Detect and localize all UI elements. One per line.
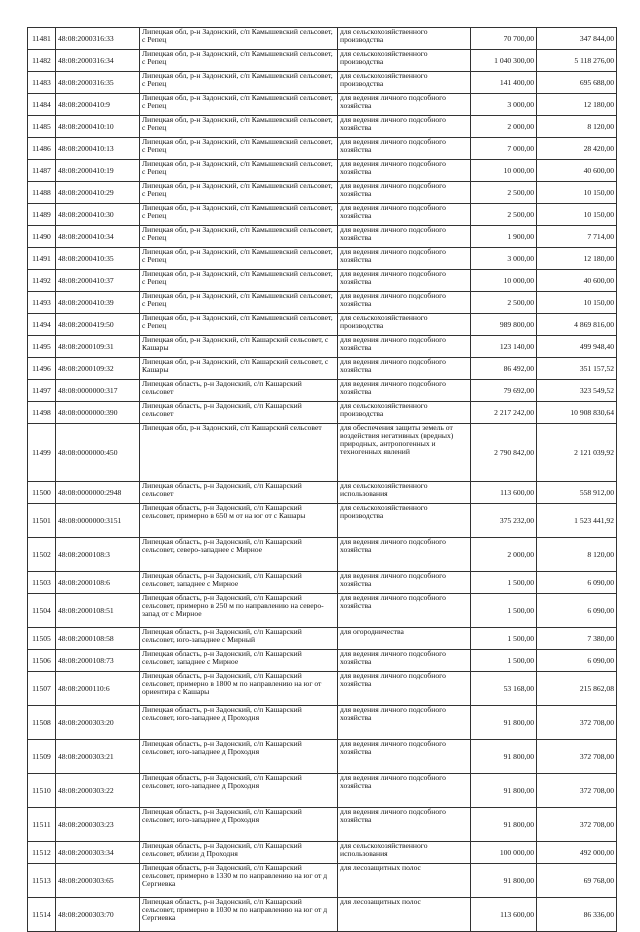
area-cell: 1 500,00 (471, 572, 537, 594)
cadastral-number-cell: 48:08:2000410:39 (56, 292, 140, 314)
cadastral-value-cell: 10 908 830,64 (537, 402, 617, 424)
row-number-cell: 11512 (28, 842, 56, 864)
cadastral-number-cell: 48:08:2000316:35 (56, 72, 140, 94)
area-cell: 113 600,00 (471, 482, 537, 504)
location-cell: Липецкая обл, р-н Задонский, с/п Кашарский сельсовет, с Кашары (140, 358, 338, 380)
table-row (28, 842, 617, 864)
row-number-cell: 11511 (28, 808, 56, 842)
row-number-cell: 11498 (28, 402, 56, 424)
area-cell: 91 800,00 (471, 706, 537, 740)
table-row (28, 270, 617, 292)
location-cell: Липецкая обл, р-н Задонский, с/п Камышевский сельсовет, с Репец (140, 28, 338, 50)
row-number-cell: 11497 (28, 380, 56, 402)
cadastral-value-cell: 86 336,00 (537, 898, 617, 932)
cadastral-value-cell: 499 948,40 (537, 336, 617, 358)
cadastral-value-cell: 8 120,00 (537, 116, 617, 138)
location-cell: Липецкая обл, р-н Задонский, с/п Камышевский сельсовет, с Репец (140, 138, 338, 160)
cadastral-value-cell: 1 523 441,92 (537, 504, 617, 538)
permitted-use-cell: для ведения личного подсобного хозяйства (338, 160, 471, 182)
permitted-use-cell: для сельскохозяйственного производства (338, 50, 471, 72)
location-cell: Липецкая обл, р-н Задонский, с/п Камышевский сельсовет, с Репец (140, 204, 338, 226)
table-row (28, 538, 617, 572)
row-number-cell: 11509 (28, 740, 56, 774)
cadastral-number-cell: 48:08:2000303:70 (56, 898, 140, 932)
table-row (28, 314, 617, 336)
cadastral-value-cell: 6 090,00 (537, 572, 617, 594)
permitted-use-cell: для сельскохозяйственного использования (338, 842, 471, 864)
area-cell: 100 000,00 (471, 842, 537, 864)
cadastral-number-cell: 48:08:2000108:3 (56, 538, 140, 572)
location-cell: Липецкая область, р-н Задонский, с/п Кашарский сельсовет (140, 380, 338, 402)
permitted-use-cell: для сельскохозяйственного производства (338, 504, 471, 538)
cadastral-number-cell: 48:08:0000000:317 (56, 380, 140, 402)
cadastral-value-cell: 372 708,00 (537, 774, 617, 808)
permitted-use-cell: для сельскохозяйственного использования (338, 482, 471, 504)
cadastral-number-cell: 48:08:2000109:31 (56, 336, 140, 358)
location-cell: Липецкая обл, р-н Задонский, с/п Камышевский сельсовет, с Репец (140, 50, 338, 72)
permitted-use-cell: для огородничества (338, 628, 471, 650)
row-number-cell: 11513 (28, 864, 56, 898)
permitted-use-cell: для ведения личного подсобного хозяйства (338, 774, 471, 808)
location-cell: Липецкая обл, р-н Задонский, с/п Камышевский сельсовет, с Репец (140, 116, 338, 138)
permitted-use-cell: для ведения личного подсобного хозяйства (338, 204, 471, 226)
location-cell: Липецкая область, р-н Задонский, с/п Кашарский сельсовет, западнее с Мирное (140, 572, 338, 594)
table-row (28, 336, 617, 358)
table-row (28, 248, 617, 270)
location-cell: Липецкая обл, р-н Задонский, с/п Камышевский сельсовет, с Репец (140, 292, 338, 314)
permitted-use-cell: для обеспечения защиты земель от воздействия негативных (вредных) природных, антропогенных и техногенных явлений (338, 424, 471, 482)
table-row (28, 650, 617, 672)
cadastral-number-cell: 48:08:2000303:21 (56, 740, 140, 774)
row-number-cell: 11508 (28, 706, 56, 740)
cadastral-number-cell: 48:08:2000410:9 (56, 94, 140, 116)
row-number-cell: 11482 (28, 50, 56, 72)
table-row (28, 358, 617, 380)
permitted-use-cell: для ведения личного подсобного хозяйства (338, 706, 471, 740)
table-row (28, 402, 617, 424)
cadastral-value-cell: 28 420,00 (537, 138, 617, 160)
row-number-cell: 11487 (28, 160, 56, 182)
cadastral-number-cell: 48:08:2000410:37 (56, 270, 140, 292)
table-row (28, 594, 617, 628)
area-cell: 2 217 242,00 (471, 402, 537, 424)
cadastral-number-cell: 48:08:2000303:65 (56, 864, 140, 898)
area-cell: 2 790 842,00 (471, 424, 537, 482)
location-cell: Липецкая обл, р-н Задонский, с/п Кашарский сельсовет, с Кашары (140, 336, 338, 358)
cadastral-number-cell: 48:08:2000316:33 (56, 28, 140, 50)
cadastral-value-cell: 215 862,08 (537, 672, 617, 706)
permitted-use-cell: для ведения личного подсобного хозяйства (338, 270, 471, 292)
row-number-cell: 11483 (28, 72, 56, 94)
document-page (27, 27, 616, 932)
area-cell: 1 500,00 (471, 650, 537, 672)
area-cell: 375 232,00 (471, 504, 537, 538)
area-cell: 10 000,00 (471, 270, 537, 292)
location-cell: Липецкая обл, р-н Задонский, с/п Кашарский сельсовет (140, 424, 338, 482)
cadastral-number-cell: 48:08:2000109:32 (56, 358, 140, 380)
area-cell: 91 800,00 (471, 808, 537, 842)
cadastral-number-cell: 48:08:2000410:34 (56, 226, 140, 248)
cadastral-value-cell: 492 000,00 (537, 842, 617, 864)
table-row (28, 94, 617, 116)
area-cell: 10 000,00 (471, 160, 537, 182)
area-cell: 141 400,00 (471, 72, 537, 94)
cadastral-value-cell: 10 150,00 (537, 292, 617, 314)
row-number-cell: 11492 (28, 270, 56, 292)
permitted-use-cell: для сельскохозяйственного производства (338, 28, 471, 50)
cadastral-value-cell: 558 912,00 (537, 482, 617, 504)
permitted-use-cell: для ведения личного подсобного хозяйства (338, 650, 471, 672)
cadastral-number-cell: 48:08:2000303:34 (56, 842, 140, 864)
row-number-cell: 11501 (28, 504, 56, 538)
location-cell: Липецкая обл, р-н Задонский, с/п Камышевский сельсовет, с Репец (140, 94, 338, 116)
table-row (28, 774, 617, 808)
cadastral-value-cell: 40 600,00 (537, 270, 617, 292)
cadastral-number-cell: 48:08:0000000:450 (56, 424, 140, 482)
row-number-cell: 11488 (28, 182, 56, 204)
table-row (28, 72, 617, 94)
permitted-use-cell: для ведения личного подсобного хозяйства (338, 138, 471, 160)
cadastral-value-cell: 7 714,00 (537, 226, 617, 248)
permitted-use-cell: для ведения личного подсобного хозяйства (338, 94, 471, 116)
table-row (28, 138, 617, 160)
permitted-use-cell: для сельскохозяйственного производства (338, 402, 471, 424)
cadastral-value-cell: 8 120,00 (537, 538, 617, 572)
table-row (28, 672, 617, 706)
cadastral-number-cell: 48:08:0000000:3151 (56, 504, 140, 538)
area-cell: 2 500,00 (471, 182, 537, 204)
table-row (28, 160, 617, 182)
row-number-cell: 11493 (28, 292, 56, 314)
location-cell: Липецкая область, р-н Задонский, с/п Кашарский сельсовет, северо-западнее с Мирное (140, 538, 338, 572)
location-cell: Липецкая область, р-н Задонский, с/п Кашарский сельсовет (140, 402, 338, 424)
cadastral-value-cell: 12 180,00 (537, 94, 617, 116)
permitted-use-cell: для ведения личного подсобного хозяйства (338, 226, 471, 248)
table-row (28, 204, 617, 226)
row-number-cell: 11490 (28, 226, 56, 248)
cadastral-value-cell: 7 380,00 (537, 628, 617, 650)
permitted-use-cell: для ведения личного подсобного хозяйства (338, 572, 471, 594)
row-number-cell: 11503 (28, 572, 56, 594)
table-row (28, 292, 617, 314)
cadastral-number-cell: 48:08:2000410:29 (56, 182, 140, 204)
cadastral-value-cell: 10 150,00 (537, 204, 617, 226)
area-cell: 70 700,00 (471, 28, 537, 50)
table-row (28, 182, 617, 204)
area-cell: 91 800,00 (471, 864, 537, 898)
table-body (28, 28, 617, 932)
permitted-use-cell: для ведения личного подсобного хозяйства (338, 380, 471, 402)
table-row (28, 116, 617, 138)
location-cell: Липецкая обл, р-н Задонский, с/п Камышевский сельсовет, с Репец (140, 226, 338, 248)
location-cell: Липецкая область, р-н Задонский, с/п Кашарский сельсовет, примерно в 250 м по направлению на северо-запад от с Мирное (140, 594, 338, 628)
table-row (28, 50, 617, 72)
table-row (28, 380, 617, 402)
table-row (28, 628, 617, 650)
area-cell: 91 800,00 (471, 740, 537, 774)
row-number-cell: 11505 (28, 628, 56, 650)
cadastral-value-cell: 351 157,52 (537, 358, 617, 380)
row-number-cell: 11496 (28, 358, 56, 380)
location-cell: Липецкая область, р-н Задонский, с/п Кашарский сельсовет, западнее с Мирное (140, 650, 338, 672)
cadastral-value-cell: 12 180,00 (537, 248, 617, 270)
cadastral-number-cell: 48:08:2000303:23 (56, 808, 140, 842)
area-cell: 123 140,00 (471, 336, 537, 358)
cadastral-number-cell: 48:08:2000410:19 (56, 160, 140, 182)
cadastral-value-cell: 347 844,00 (537, 28, 617, 50)
cadastral-value-cell: 4 869 816,00 (537, 314, 617, 336)
row-number-cell: 11499 (28, 424, 56, 482)
permitted-use-cell: для ведения личного подсобного хозяйства (338, 336, 471, 358)
row-number-cell: 11494 (28, 314, 56, 336)
table-row (28, 226, 617, 248)
location-cell: Липецкая обл, р-н Задонский, с/п Камышевский сельсовет, с Репец (140, 182, 338, 204)
row-number-cell: 11481 (28, 28, 56, 50)
table-row (28, 706, 617, 740)
location-cell: Липецкая область, р-н Задонский, с/п Кашарский сельсовет, примерно в 1030 м по направлению на юг от д Сергиевка (140, 898, 338, 932)
table-row (28, 504, 617, 538)
row-number-cell: 11484 (28, 94, 56, 116)
location-cell: Липецкая область, р-н Задонский, с/п Кашарский сельсовет, примерно в 1330 м по направлению на юг от д Сергиевка (140, 864, 338, 898)
area-cell: 1 500,00 (471, 594, 537, 628)
table-row (28, 808, 617, 842)
cadastral-number-cell: 48:08:0000000:390 (56, 402, 140, 424)
table-row (28, 740, 617, 774)
cadastral-number-cell: 48:08:2000410:35 (56, 248, 140, 270)
cadastral-number-cell: 48:08:2000110:6 (56, 672, 140, 706)
area-cell: 2 500,00 (471, 292, 537, 314)
area-cell: 2 000,00 (471, 116, 537, 138)
cadastral-number-cell: 48:08:2000303:22 (56, 774, 140, 808)
area-cell: 7 000,00 (471, 138, 537, 160)
area-cell: 1 500,00 (471, 628, 537, 650)
location-cell: Липецкая обл, р-н Задонский, с/п Камышевский сельсовет, с Репец (140, 160, 338, 182)
cadastral-value-cell: 40 600,00 (537, 160, 617, 182)
cadastral-value-cell: 6 090,00 (537, 594, 617, 628)
location-cell: Липецкая обл, р-н Задонский, с/п Камышевский сельсовет, с Репец (140, 248, 338, 270)
cadastral-number-cell: 48:08:2000410:13 (56, 138, 140, 160)
location-cell: Липецкая область, р-н Задонский, с/п Кашарский сельсовет, юго-западнее д Проходня (140, 706, 338, 740)
cadastral-value-cell: 69 768,00 (537, 864, 617, 898)
location-cell: Липецкая обл, р-н Задонский, с/п Камышевский сельсовет, с Репец (140, 270, 338, 292)
permitted-use-cell: для сельскохозяйственного производства (338, 72, 471, 94)
table-row (28, 898, 617, 932)
cadastral-number-cell: 48:08:2000108:73 (56, 650, 140, 672)
row-number-cell: 11514 (28, 898, 56, 932)
permitted-use-cell: для ведения личного подсобного хозяйства (338, 292, 471, 314)
permitted-use-cell: для сельскохозяйственного производства (338, 314, 471, 336)
cadastral-number-cell: 48:08:0000000:2948 (56, 482, 140, 504)
cadastral-value-cell: 695 688,00 (537, 72, 617, 94)
cadastral-number-cell: 48:08:2000316:34 (56, 50, 140, 72)
permitted-use-cell: для ведения личного подсобного хозяйства (338, 672, 471, 706)
table-row (28, 864, 617, 898)
permitted-use-cell: для лесозащитных полос (338, 864, 471, 898)
cadastral-value-cell: 6 090,00 (537, 650, 617, 672)
cadastral-value-cell: 2 121 039,92 (537, 424, 617, 482)
location-cell: Липецкая область, р-н Задонский, с/п Кашарский сельсовет, юго-западнее д Проходня (140, 740, 338, 774)
location-cell: Липецкая обл, р-н Задонский, с/п Камышевский сельсовет, с Репец (140, 314, 338, 336)
area-cell: 113 600,00 (471, 898, 537, 932)
area-cell: 3 000,00 (471, 248, 537, 270)
area-cell: 91 800,00 (471, 774, 537, 808)
table-row (28, 28, 617, 50)
permitted-use-cell: для ведения личного подсобного хозяйства (338, 594, 471, 628)
area-cell: 3 000,00 (471, 94, 537, 116)
cadastral-number-cell: 48:08:2000410:10 (56, 116, 140, 138)
permitted-use-cell: для ведения личного подсобного хозяйства (338, 740, 471, 774)
location-cell: Липецкая область, р-н Задонский, с/п Кашарский сельсовет, вблизи д Проходня (140, 842, 338, 864)
land-parcel-table (27, 27, 617, 932)
permitted-use-cell: для ведения личного подсобного хозяйства (338, 808, 471, 842)
area-cell: 2 500,00 (471, 204, 537, 226)
cadastral-value-cell: 372 708,00 (537, 740, 617, 774)
row-number-cell: 11510 (28, 774, 56, 808)
row-number-cell: 11489 (28, 204, 56, 226)
row-number-cell: 11507 (28, 672, 56, 706)
row-number-cell: 11491 (28, 248, 56, 270)
area-cell: 2 000,00 (471, 538, 537, 572)
permitted-use-cell: для ведения личного подсобного хозяйства (338, 248, 471, 270)
location-cell: Липецкая область, р-н Задонский, с/п Кашарский сельсовет, юго-западнее с Мирный (140, 628, 338, 650)
cadastral-number-cell: 48:08:2000410:30 (56, 204, 140, 226)
area-cell: 989 800,00 (471, 314, 537, 336)
cadastral-value-cell: 372 708,00 (537, 808, 617, 842)
row-number-cell: 11486 (28, 138, 56, 160)
area-cell: 79 692,00 (471, 380, 537, 402)
permitted-use-cell: для ведения личного подсобного хозяйства (338, 116, 471, 138)
location-cell: Липецкая обл, р-н Задонский, с/п Камышевский сельсовет, с Репец (140, 72, 338, 94)
row-number-cell: 11500 (28, 482, 56, 504)
permitted-use-cell: для лесозащитных полос (338, 898, 471, 932)
table-row (28, 572, 617, 594)
area-cell: 86 492,00 (471, 358, 537, 380)
cadastral-number-cell: 48:08:2000108:6 (56, 572, 140, 594)
permitted-use-cell: для ведения личного подсобного хозяйства (338, 358, 471, 380)
area-cell: 1 900,00 (471, 226, 537, 248)
location-cell: Липецкая область, р-н Задонский, с/п Кашарский сельсовет, юго-западнее д Проходня (140, 808, 338, 842)
area-cell: 53 168,00 (471, 672, 537, 706)
cadastral-value-cell: 5 118 276,00 (537, 50, 617, 72)
cadastral-value-cell: 10 150,00 (537, 182, 617, 204)
row-number-cell: 11495 (28, 336, 56, 358)
cadastral-number-cell: 48:08:2000108:58 (56, 628, 140, 650)
location-cell: Липецкая область, р-н Задонский, с/п Кашарский сельсовет (140, 482, 338, 504)
table-row (28, 424, 617, 482)
row-number-cell: 11506 (28, 650, 56, 672)
location-cell: Липецкая область, р-н Задонский, с/п Кашарский сельсовет, примерно в 650 м от на юг от с Кашары (140, 504, 338, 538)
cadastral-value-cell: 323 549,52 (537, 380, 617, 402)
location-cell: Липецкая область, р-н Задонский, с/п Кашарский сельсовет, примерно в 1800 м по направлению на юг от ориентира с Кашары (140, 672, 338, 706)
cadastral-value-cell: 372 708,00 (537, 706, 617, 740)
table-row (28, 482, 617, 504)
cadastral-number-cell: 48:08:2000108:51 (56, 594, 140, 628)
cadastral-number-cell: 48:08:2000303:20 (56, 706, 140, 740)
location-cell: Липецкая область, р-н Задонский, с/п Кашарский сельсовет, юго-западнее д Проходня (140, 774, 338, 808)
permitted-use-cell: для ведения личного подсобного хозяйства (338, 182, 471, 204)
row-number-cell: 11504 (28, 594, 56, 628)
area-cell: 1 040 300,00 (471, 50, 537, 72)
row-number-cell: 11485 (28, 116, 56, 138)
permitted-use-cell: для ведения личного подсобного хозяйства (338, 538, 471, 572)
row-number-cell: 11502 (28, 538, 56, 572)
cadastral-number-cell: 48:08:2000419:50 (56, 314, 140, 336)
